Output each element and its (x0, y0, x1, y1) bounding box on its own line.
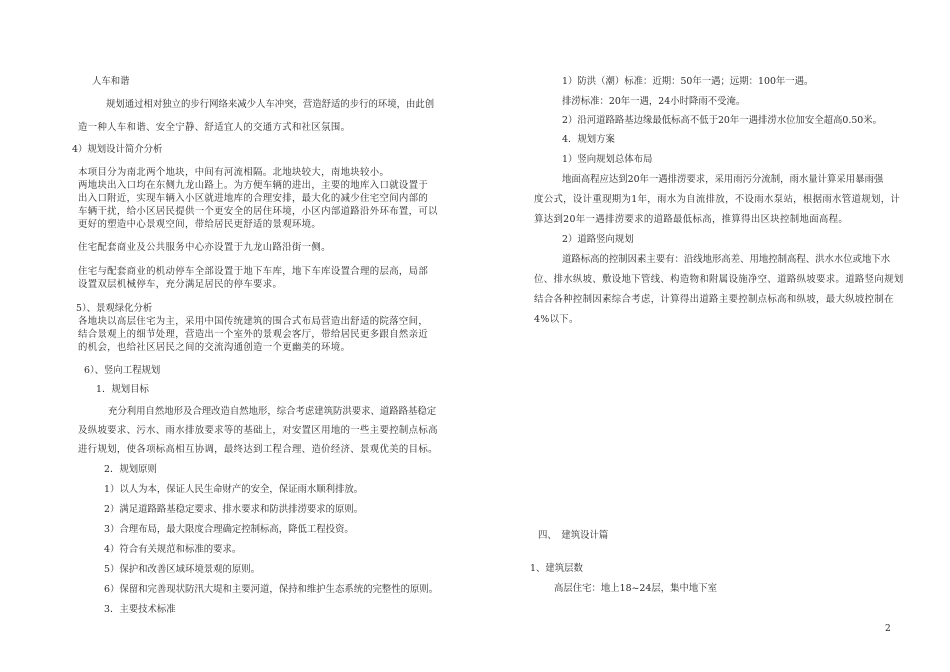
left-column-line: 设置双层机械停车，充分满足居民的停车要求。 (78, 279, 283, 290)
left-column-line: 3）合理布局，最大限度合理确定控制标高，降低工程投资。 (104, 524, 354, 535)
right-column-line: 度公式，设计重现期为1年，雨水为自流排放，不设雨水泵站，根据雨水管道规划，计 (534, 194, 901, 205)
left-column-line: 人车和谐 (92, 76, 130, 87)
left-column-line: 及纵坡要求、污水、雨水排放要求等的基础上，对安置区用地的一些主要控制点标高 (78, 425, 438, 436)
left-column-line: 4）符合有关规范和标准的要求。 (104, 544, 242, 555)
left-column-line: 2）满足道路路基稳定要求、排水要求和防洪排涝要求的原则。 (104, 504, 364, 515)
right-column-line: 四、 建筑设计篇 (538, 530, 609, 541)
right-column-line: 结合各种控制因素综合考虑，计算得出道路主要控制点标高和纵坡，最大纵坡控制在 (534, 294, 894, 305)
left-column-line: 2．规划原则 (104, 464, 157, 475)
right-column-line: 2）道路竖向规划 (562, 234, 634, 245)
left-column-line: 5）、景观绿化分析 (76, 303, 153, 314)
left-column-line: 进行规划，使各项标高相互协调，最终达到工程合理、造价经济、景观优美的目标。 (78, 444, 438, 455)
right-column-line: 2）沿河道路路基边缘最低标高不低于20年一遇排涝水位加安全超高0.50米。 (562, 115, 883, 126)
left-column-line: 各地块以高层住宅为主，采用中国传统建筑的围合式布局营造出舒适的院落空间， (78, 316, 429, 327)
left-column-line: 的机会，也给社区居民之间的交流沟通创造一个更幽美的环境。 (78, 342, 351, 353)
right-column-line: 1、建筑层数 (530, 563, 583, 574)
page-number: 2 (885, 624, 891, 634)
right-column-line: 位、排水纵坡、敷设地下管线、构造物和附属设施净空、道路纵坡要求。道路竖向规划 (534, 274, 904, 285)
left-column-line: 3．主要技术标准 (104, 604, 176, 615)
left-column-line: 1）以人为本，保证人民生命财产的安全，保证雨水顺利排放。 (104, 484, 364, 495)
left-column-line: 4）规划设计简介分析 (72, 144, 163, 155)
left-column-line: 车辆干扰，给小区居民提供一个更安全的居住环境，小区内部道路沿外环布置，可以 (78, 206, 438, 217)
right-column-line: 道路标高的控制因素主要有：沿线地形高差、用地控制高程、洪水水位或地下水 (562, 254, 891, 265)
left-column-line: 住宅配套商业及公共服务中心亦设置于九龙山路沿街一侧。 (78, 242, 331, 253)
right-column-line: 1）竖向规划总体布局 (562, 154, 653, 165)
left-column-line: 结合景观上的细节处理，营造出一个室外的景观会客厅，带给居民更多跟自然亲近 (78, 329, 429, 340)
right-column-line: 排涝标准：20年一遇，24小时降雨不受淹。 (562, 96, 746, 107)
left-column-line: 规划通过相对独立的步行网络来减少人车冲突，营造舒适的步行的环境，由此创 (106, 99, 435, 110)
left-column-line: 两地块出入口均在东侧九龙山路上。为方便车辆的进出，主要的地库入口就设置于 (78, 180, 429, 191)
left-column-line: 出入口附近，实现车辆入小区就进地库的合理安排，最大化的减少住宅空间内部的 (78, 193, 429, 204)
right-column-line: 算达到20年一遇排涝要求的道路最低标高，推算得出区块控制地面高程。 (534, 214, 849, 225)
right-column-line: 4%以下。 (534, 314, 579, 325)
left-column-line: 6）保留和完善现状防汛大堤和主要河道，保持和维护生态系统的完整性的原则。 (104, 584, 439, 595)
right-column-line: 1）防洪（潮）标准：近期：50年一遇；远期：100年一遇。 (562, 76, 814, 87)
left-column-line: 6）、竖向工程规划 (84, 365, 161, 376)
right-column-line: 地面高程应达到20年一遇排涝要求，采用雨污分流制，雨水量计算采用暴雨强 (562, 174, 884, 185)
right-column-line: 4．规划方案 (562, 134, 615, 145)
right-column-line: 高层住宅：地上18~24层，集中地下室 (554, 583, 717, 594)
left-column-line: 本项目分为南北两个地块，中间有河流相隔。北地块较大，南地块较小。 (78, 167, 390, 178)
left-column-line: 1．规划目标 (96, 384, 149, 395)
left-column-line: 5）保护和改善区域环境景观的原则。 (104, 564, 260, 575)
left-column-line: 充分利用自然地形及合理改造自然地形，综合考虑建筑防洪要求、道路路基稳定 (108, 406, 437, 417)
left-column-line: 造一种人车和谐、安全宁静、舒适宜人的交通方式和社区氛围。 (78, 122, 351, 133)
left-column-line: 住宅与配套商业的机动停车全部设置于地下车库，地下车库设置合理的层高，局部 (78, 266, 429, 277)
left-column-line: 更好的塑造中心景观空间，带给居民更舒适的景观环境。 (78, 219, 322, 230)
